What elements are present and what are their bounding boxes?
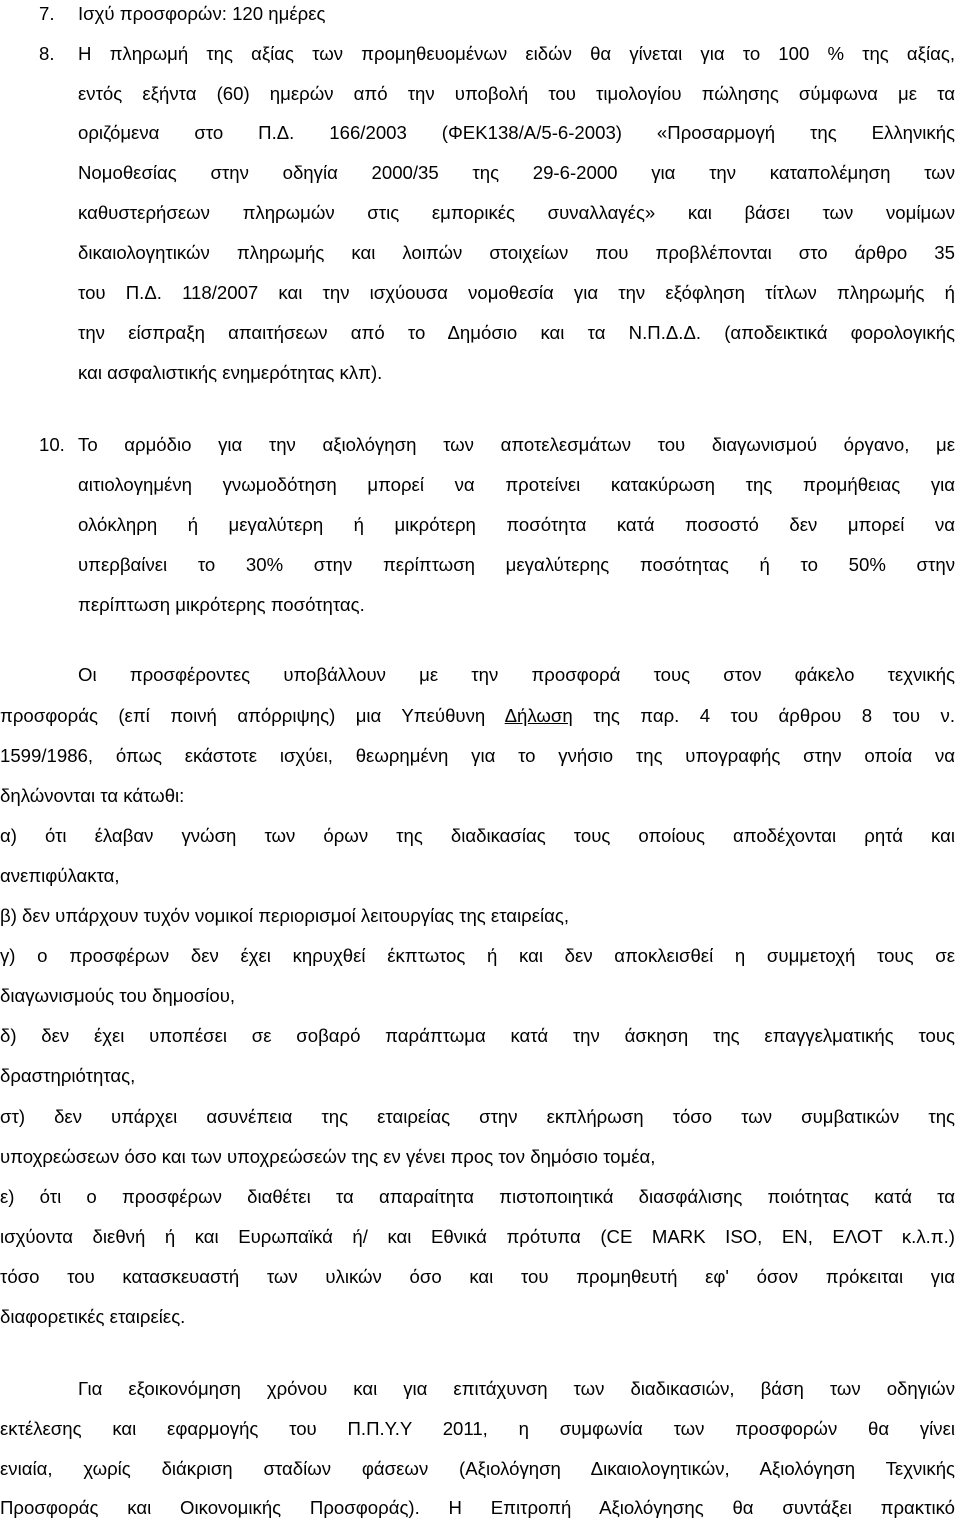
- list-number: 7.: [39, 3, 55, 24]
- condition-line: γ) ο προσφέρων δεν έχει κηρυχθεί έκπτωτος ή και δεν αποκλεισθεί η συμμετοχή τους σε: [0, 945, 955, 966]
- condition-line: δραστηριότητας,: [0, 1065, 136, 1086]
- list-item-text: Η πληρωμή της αξίας των προμηθευομένων ειδών θα γίνεται για το 100 % της αξίας,: [78, 43, 955, 64]
- list-item-text: εντός εξήντα (60) ημερών από την υποβολή του τιμολογίου πώλησης σύμφωνα με τα: [78, 83, 955, 104]
- list-item-text: δικαιολογητικών πληρωμής και λοιπών στοιχείων που προβλέπονται στο άρθρο 35: [78, 242, 955, 263]
- list-item-text: και ασφαλιστικής ενημερότητας κλπ).: [78, 362, 383, 383]
- paragraph-line: ενιαία, χωρίς διάκριση σταδίων φάσεων (Αξιολόγηση Δικαιολογητικών, Αξιολόγηση Τεχνικής: [0, 1458, 955, 1479]
- condition-line: β) δεν υπάρχουν τυχόν νομικοί περιορισμοί λειτουργίας της εταιρείας,: [0, 905, 570, 926]
- list-item-text: ολόκληρη ή μεγαλύτερη ή μικρότερη ποσότητα κατά ποσοστό δεν μπορεί να: [78, 514, 955, 535]
- paragraph-line: δηλώνονται τα κάτωθι:: [0, 785, 185, 806]
- condition-line: α) ότι έλαβαν γνώση των όρων της διαδικασίας τους οποίους αποδέχονται ρητά και: [0, 825, 955, 846]
- list-item-text: την είσπραξη απαιτήσεων από το Δημόσιο και τα Ν.Π.Δ.Δ. (αποδεικτικά φορολογικής: [78, 322, 955, 343]
- list-item-text: Νομοθεσίας στην οδηγία 2000/35 της 29-6-2000 για την καταπολέμηση των: [78, 162, 955, 183]
- list-number: 8.: [39, 43, 55, 64]
- condition-line: δ) δεν έχει υποπέσει σε σοβαρό παράπτωμα κατά την άσκηση της επαγγελματικής τους: [0, 1025, 955, 1046]
- list-item-text: υπερβαίνει το 30% στην περίπτωση μεγαλύτερης ποσότητας ή το 50% στην: [78, 554, 955, 575]
- list-item-text: του Π.Δ. 118/2007 και την ισχύουσα νομοθεσία για την εξόφληση τίτλων πληρωμής ή: [78, 282, 955, 303]
- paragraph-line: 1599/1986, όπως εκάστοτε ισχύει, θεωρημένη για το γνήσιο της υπογραφής στην οποία να: [0, 745, 955, 766]
- condition-line: στ) δεν υπάρχει ασυνέπεια της εταιρείας στην εκπλήρωση τόσο των συμβατικών της: [0, 1106, 955, 1127]
- list-item-text: Το αρμόδιο για την αξιολόγηση των αποτελεσμάτων του διαγωνισμού όργανο, με: [78, 434, 955, 455]
- list-item-text: οριζόμενα στο Π.Δ. 166/2003 (ΦΕΚ138/Α/5-6-2003) «Προσαρμογή της Ελληνικής: [78, 122, 955, 143]
- condition-line: διαγωνισμούς του δημοσίου,: [0, 985, 236, 1006]
- condition-line: υποχρεώσεων όσο και των υποχρεώσεών της εν γένει προς τον δημόσιο τομέα,: [0, 1146, 656, 1167]
- underlined-phrase: Δήλωση: [504, 705, 573, 726]
- condition-line: ανεπιφύλακτα,: [0, 865, 120, 886]
- paragraph-line: προσφοράς (επί ποινή απόρριψης) μια Υπεύθυνη Δήλωση της παρ. 4 του άρθρου 8 του ν.: [0, 705, 955, 726]
- paragraph-line: Για εξοικονόμηση χρόνου και για επιτάχυνση των διαδικασιών, βάση των οδηγιών: [78, 1378, 955, 1399]
- list-number: 10.: [39, 434, 65, 455]
- list-item-text: αιτιολογημένη γνωμοδότηση μπορεί να προτείνει κατακύρωση της προμήθειας για: [78, 474, 955, 495]
- condition-line: τόσο του κατασκευαστή των υλικών όσο και του προμηθευτή εφ' όσον πρόκειται για: [0, 1266, 955, 1287]
- condition-line: ε) ότι ο προσφέρων διαθέτει τα απαραίτητα πιστοποιητικά διασφάλισης ποιότητας κατά τα: [0, 1186, 955, 1207]
- list-item-text: περίπτωση μικρότερης ποσότητας.: [78, 594, 365, 615]
- paragraph-line: Οι προσφέροντες υποβάλλουν με την προσφορά τους στον φάκελο τεχνικής: [78, 664, 955, 685]
- condition-line: διαφορετικές εταιρείες.: [0, 1306, 186, 1327]
- paragraph-line: εκτέλεσης και εφαρμογής του Π.Π.Υ.Υ 2011, η συμφωνία των προσφορών θα γίνει: [0, 1418, 955, 1439]
- list-item-text: καθυστερήσεων πληρωμών στις εμπορικές συναλλαγές» και βάσει των νομίμων: [78, 202, 955, 223]
- paragraph-line: Προσφοράς και Οικονομικής Προσφοράς). Η Επιτροπή Αξιολόγησης θα συντάξει πρακτικό: [0, 1497, 955, 1518]
- condition-line: ισχύοντα διεθνή ή και Ευρωπαϊκά ή/ και Εθνικά πρότυπα (CE MARK ISO, EN, ΕΛΟΤ κ.λ.π.): [0, 1226, 955, 1247]
- list-item-text: Ισχύ προσφορών: 120 ημέρες: [78, 3, 326, 24]
